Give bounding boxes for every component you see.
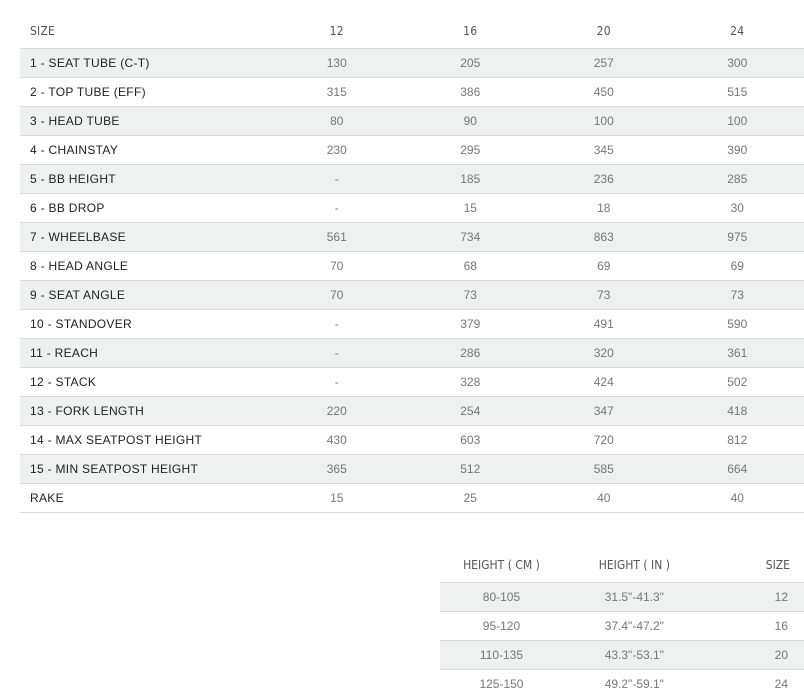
row-label: 4 - CHAINSTAY: [20, 136, 270, 165]
table-row: [20, 368, 804, 397]
row-label: RAKE: [20, 484, 270, 513]
geometry-body: [20, 49, 804, 513]
table-row: [20, 49, 804, 78]
row-value: -: [270, 165, 404, 194]
header-size: SIZE: [706, 548, 804, 583]
table-row: [20, 252, 804, 281]
height-in-cell: 43.3"-53.1": [563, 641, 706, 670]
row-value: 424: [537, 368, 671, 397]
row-value: 863: [537, 223, 671, 252]
row-value: 450: [537, 78, 671, 107]
row-label: 8 - HEAD ANGLE: [20, 252, 270, 281]
row-label: 1 - SEAT TUBE (C-T): [20, 49, 270, 78]
row-value: 257: [537, 49, 671, 78]
table-row: [20, 194, 804, 223]
row-value: 30: [671, 194, 804, 223]
row-value: 720: [537, 426, 671, 455]
row-value: 130: [270, 49, 404, 78]
row-label: 15 - MIN SEATPOST HEIGHT: [20, 455, 270, 484]
table-row: [20, 107, 804, 136]
row-value: -: [270, 339, 404, 368]
row-value: 491: [537, 310, 671, 339]
size-guide-table: [440, 548, 804, 698]
row-label: 13 - FORK LENGTH: [20, 397, 270, 426]
table-row: [20, 484, 804, 513]
row-value: 205: [404, 49, 538, 78]
row-value: 236: [537, 165, 671, 194]
row-value: 73: [404, 281, 538, 310]
row-value: 70: [270, 252, 404, 281]
row-label: 6 - BB DROP: [20, 194, 270, 223]
row-value: -: [270, 368, 404, 397]
row-value: 320: [537, 339, 671, 368]
table-row: [440, 670, 804, 698]
size-guide-body: [440, 583, 804, 698]
row-label: 5 - BB HEIGHT: [20, 165, 270, 194]
row-value: 585: [537, 455, 671, 484]
header-size-16: 16: [404, 13, 538, 49]
row-value: 230: [270, 136, 404, 165]
row-value: 70: [270, 281, 404, 310]
row-value: 295: [404, 136, 538, 165]
table-row: [440, 612, 804, 641]
row-value: 664: [671, 455, 804, 484]
row-value: 515: [671, 78, 804, 107]
geometry-header-row: [20, 13, 804, 49]
table-row: [20, 455, 804, 484]
header-height-cm: HEIGHT ( CM ): [440, 548, 563, 583]
row-value: 561: [270, 223, 404, 252]
row-value: 286: [404, 339, 538, 368]
row-value: 73: [671, 281, 804, 310]
row-label: 3 - HEAD TUBE: [20, 107, 270, 136]
row-value: 502: [671, 368, 804, 397]
row-value: 418: [671, 397, 804, 426]
row-value: 100: [671, 107, 804, 136]
row-value: 185: [404, 165, 538, 194]
row-label: 11 - REACH: [20, 339, 270, 368]
row-value: 69: [537, 252, 671, 281]
row-value: 379: [404, 310, 538, 339]
row-value: 73: [537, 281, 671, 310]
row-value: 100: [537, 107, 671, 136]
height-cm-cell: 110-135: [440, 641, 563, 670]
table-row: [20, 339, 804, 368]
row-value: 734: [404, 223, 538, 252]
table-row: [440, 641, 804, 670]
row-value: 25: [404, 484, 538, 513]
row-value: 812: [671, 426, 804, 455]
row-value: 975: [671, 223, 804, 252]
row-value: 80: [270, 107, 404, 136]
row-value: 315: [270, 78, 404, 107]
row-value: 386: [404, 78, 538, 107]
height-cm-cell: 125-150: [440, 670, 563, 698]
row-value: 68: [404, 252, 538, 281]
row-label: 10 - STANDOVER: [20, 310, 270, 339]
header-size-24: 24: [671, 13, 804, 49]
table-row: [20, 310, 804, 339]
header-size-20: 20: [537, 13, 671, 49]
table-row: [20, 165, 804, 194]
row-value: 15: [404, 194, 538, 223]
row-value: 590: [671, 310, 804, 339]
row-value: 220: [270, 397, 404, 426]
table-row: [20, 397, 804, 426]
row-value: 347: [537, 397, 671, 426]
row-label: 12 - STACK: [20, 368, 270, 397]
row-value: 345: [537, 136, 671, 165]
row-value: 254: [404, 397, 538, 426]
height-cm-cell: 80-105: [440, 583, 563, 612]
row-value: 40: [537, 484, 671, 513]
height-in-cell: 49.2"-59.1": [563, 670, 706, 698]
table-row: [440, 583, 804, 612]
row-label: 2 - TOP TUBE (EFF): [20, 78, 270, 107]
height-cm-cell: 95-120: [440, 612, 563, 641]
table-row: [20, 136, 804, 165]
table-row: [20, 223, 804, 252]
height-in-cell: 31.5"-41.3": [563, 583, 706, 612]
table-row: [20, 426, 804, 455]
table-row: [20, 78, 804, 107]
row-label: 14 - MAX SEATPOST HEIGHT: [20, 426, 270, 455]
geometry-table: [20, 13, 804, 513]
row-value: 90: [404, 107, 538, 136]
row-value: 328: [404, 368, 538, 397]
table-row: [20, 281, 804, 310]
size-cell: 20: [706, 641, 804, 670]
row-value: 430: [270, 426, 404, 455]
row-value: 15: [270, 484, 404, 513]
size-cell: 12: [706, 583, 804, 612]
row-value: 285: [671, 165, 804, 194]
row-value: 69: [671, 252, 804, 281]
size-cell: 24: [706, 670, 804, 698]
row-value: 300: [671, 49, 804, 78]
row-value: 390: [671, 136, 804, 165]
header-size: SIZE: [20, 13, 270, 49]
row-value: 603: [404, 426, 538, 455]
height-in-cell: 37.4"-47.2": [563, 612, 706, 641]
row-value: 361: [671, 339, 804, 368]
header-height-in: HEIGHT ( IN ): [563, 548, 706, 583]
row-value: 365: [270, 455, 404, 484]
row-value: 512: [404, 455, 538, 484]
size-cell: 16: [706, 612, 804, 641]
header-size-12: 12: [270, 13, 404, 49]
row-value: 18: [537, 194, 671, 223]
row-value: -: [270, 194, 404, 223]
row-label: 9 - SEAT ANGLE: [20, 281, 270, 310]
size-guide-header-row: [440, 548, 804, 583]
row-value: -: [270, 310, 404, 339]
row-value: 40: [671, 484, 804, 513]
row-label: 7 - WHEELBASE: [20, 223, 270, 252]
